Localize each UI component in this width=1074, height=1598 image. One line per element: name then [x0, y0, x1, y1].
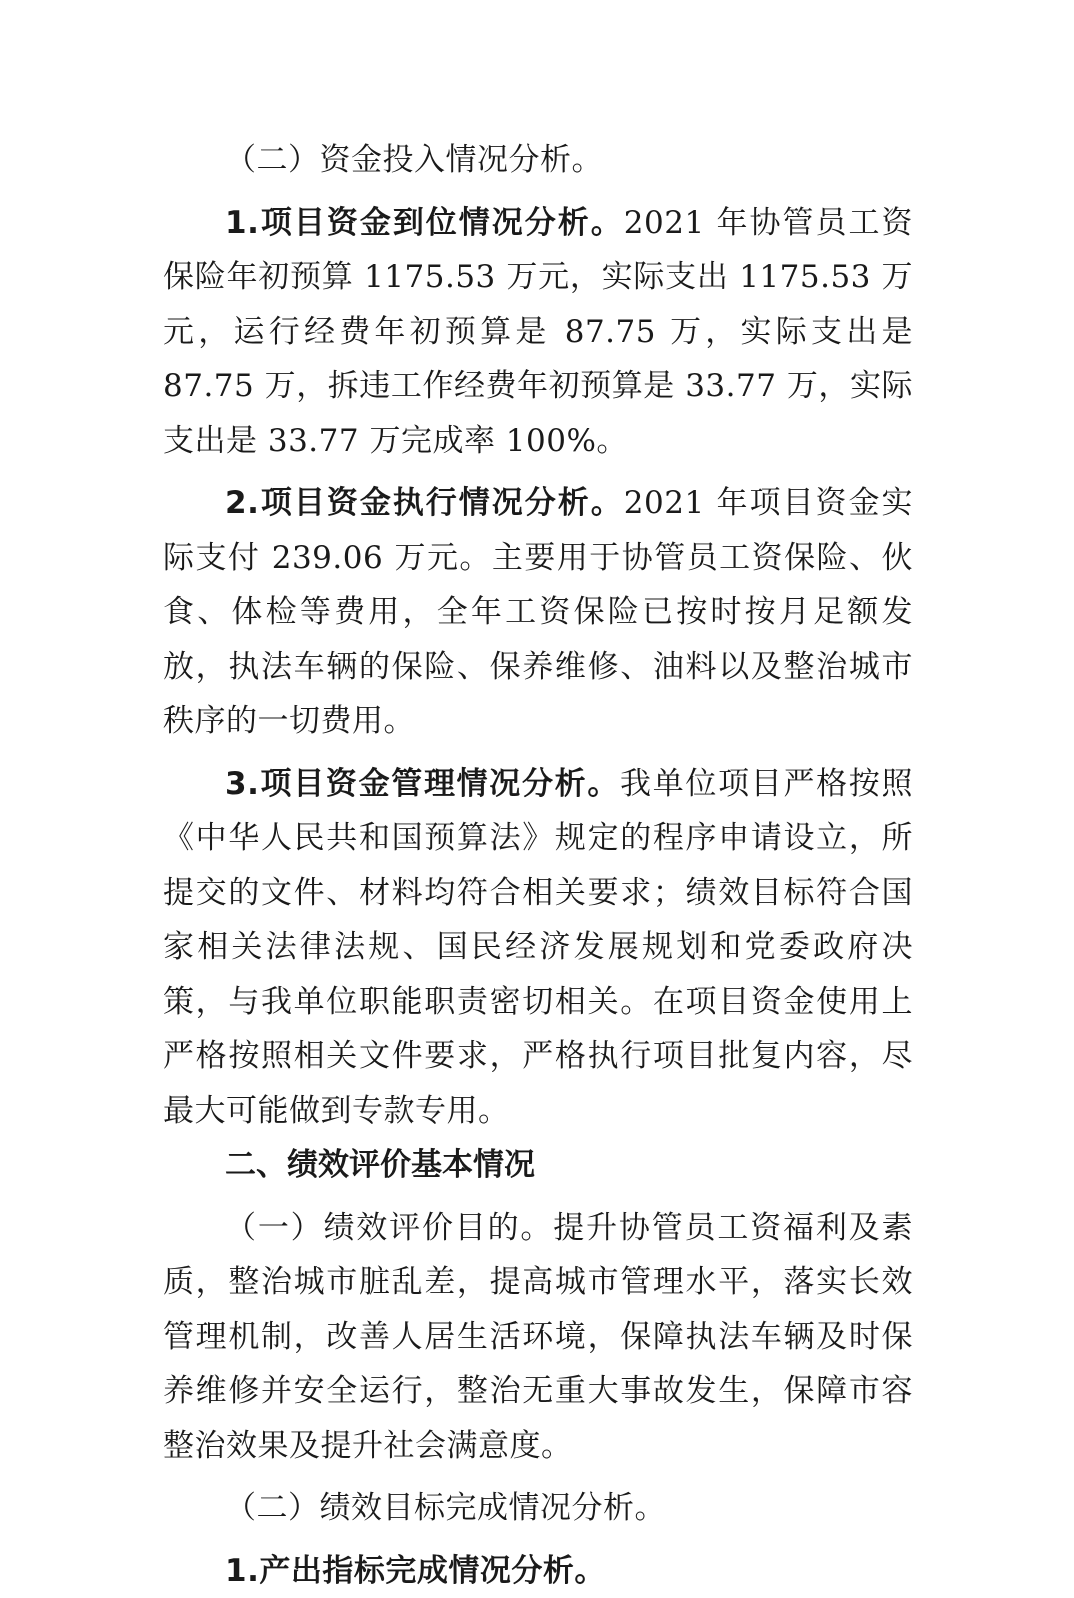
paragraph-body: 提升协管员工资福利及素质，整治城市脏乱差，提高城市管理水平，落实长效管理机制，改善人居生活环境，保障执法车辆及时保养维修并安全运行，整治无重大事故发生，保障市容整治效果及提升社会满意度。 — [163, 1210, 913, 1464]
section-title-funding — [163, 133, 913, 188]
paragraph-evaluation-purpose — [163, 1201, 913, 1474]
heading-performance-evaluation: 二、绩效评价基本情况 — [163, 1138, 913, 1193]
section-title-text: （二）资金投入情况分析。 — [225, 142, 603, 178]
paragraph-funding-arrival — [163, 196, 913, 469]
paragraph-funding-management — [163, 757, 913, 1139]
section-title-target-completion: （二）绩效目标完成情况分析。 — [163, 1481, 913, 1536]
paragraph-lead: 1.项目资金到位情况分析。 — [225, 205, 624, 241]
paragraph-lead: 3.项目资金管理情况分析。 — [225, 766, 620, 802]
document-page — [163, 133, 913, 1598]
paragraph-funding-execution — [163, 476, 913, 749]
section-title-output-indicators: 1.产出指标完成情况分析。 — [163, 1544, 913, 1598]
paragraph-lead: （一）绩效评价目的。 — [225, 1210, 553, 1246]
paragraph-body: 2021 年协管员工资保险年初预算 1175.53 万元，实际支出 1175.53 万元，运行经费年初预算是 87.75 万，实际支出是 87.75 万，拆违工作经费年初预算是 33.77 万，实际支出是 33.77 万完成率 100%。 — [163, 205, 913, 459]
paragraph-lead: 2.项目资金执行情况分析。 — [225, 485, 624, 521]
paragraph-body: 我单位项目严格按照《中华人民共和国预算法》规定的程序申请设立，所提交的文件、材料均符合相关要求；绩效目标符合国家相关法律法规、国民经济发展规划和党委政府决策，与我单位职能职责密切相关。在项目资金使用上严格按照相关文件要求，严格执行项目批复内容，尽最大可能做到专款专用。 — [163, 766, 913, 1129]
paragraph-body: 2021 年项目资金实际支付 239.06 万元。主要用于协管员工资保险、伙食、体检等费用，全年工资保险已按时按月足额发放，执法车辆的保险、保养维修、油料以及整治城市秩序的一切费用。 — [163, 485, 913, 739]
